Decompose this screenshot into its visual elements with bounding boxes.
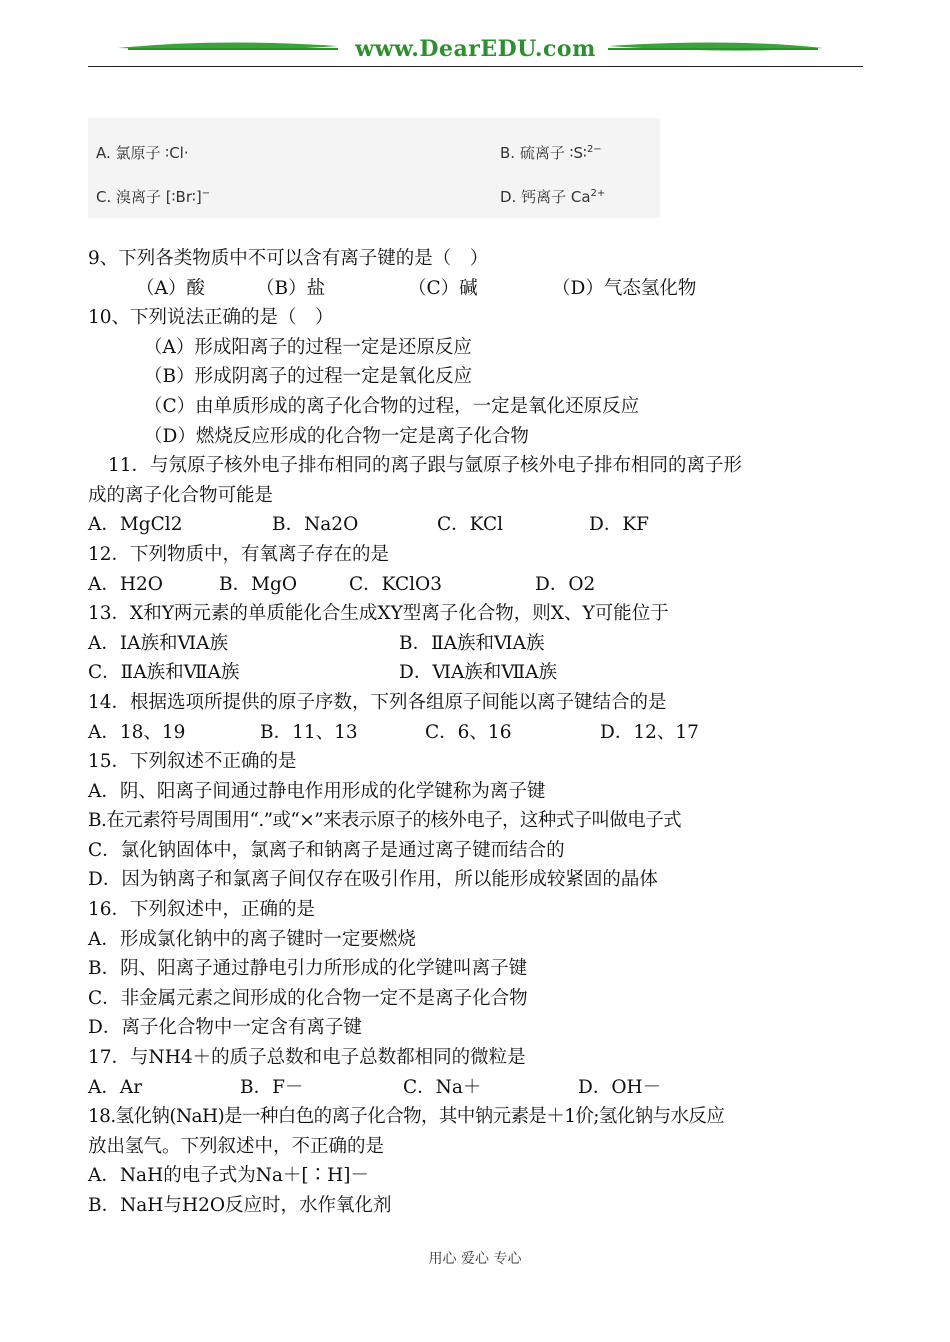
- q14-stem: 14．根据选项所提供的原子序数，下列各组原子间能以离子键结合的是: [88, 691, 667, 713]
- q13-options-row2: [88, 658, 868, 688]
- q12-option-a: A．H2O: [88, 573, 163, 595]
- q17-option-a: A．Ar: [88, 1076, 143, 1098]
- footer-slogan: 用心 爱心 专心: [428, 1251, 522, 1267]
- q11-option-b: B．Na2O: [272, 514, 359, 536]
- q9-stem: 9、下列各类物质中不可以含有离子键的是（ ）: [88, 248, 489, 269]
- q11-stem-line2: 成的离子化合物可能是: [88, 484, 274, 506]
- q11-options: [88, 510, 868, 540]
- q12-option-b: B．MgO: [219, 573, 298, 595]
- header-logo: [88, 30, 863, 70]
- header-divider: [88, 66, 863, 67]
- q13-stem: 13．X和Y两元素的单质能化合生成XY型离子化合物，则X、Y可能位于: [88, 603, 669, 625]
- q17-option-d: D．OH－: [578, 1076, 662, 1098]
- q9-option-d: （D）气态氢化物: [552, 277, 697, 299]
- q13-option-a: A．ⅠA族和ⅥA族: [88, 632, 228, 654]
- q12-options: [88, 570, 868, 600]
- q17-options: [88, 1073, 868, 1103]
- q17-option-c: C．Na＋: [403, 1076, 482, 1098]
- q15-stem: 15．下列叙述不正确的是: [88, 751, 297, 773]
- q10-stem: 10、下列说法正确的是（ ）: [88, 307, 334, 329]
- q12-option-c: C．KClO3: [349, 573, 442, 595]
- figure-option-d: D. 钙离子 $Ca^{2+}$: [500, 188, 606, 206]
- q9-option-b: （B）盐: [256, 277, 326, 299]
- figure-option-a: A. 氯原子 ∶Cl·: [96, 144, 189, 162]
- q18-option-a: A．NaH的电子式为Na＋[∶H]－: [88, 1165, 369, 1187]
- q12-stem: 12．下列物质中，有氧离子存在的是: [88, 543, 390, 565]
- q18-stem-line2: 放出氢气。下列叙述中，不正确的是: [88, 1135, 385, 1157]
- q14-option-d: D．12、17: [600, 721, 699, 743]
- q11-option-a: A．MgCl2: [88, 514, 183, 536]
- q15-option-a: A．阴、阳离子间通过静电作用形成的化学键称为离子键: [88, 780, 546, 802]
- q16-option-b: B．阴、阳离子通过静电引力所形成的化学键叫离子键: [88, 958, 528, 980]
- q16-option-a: A．形成氯化钠中的离子键时一定要燃烧: [88, 928, 416, 950]
- q10-option-d: （D）燃烧反应形成的化合物一定是离子化合物: [144, 425, 529, 447]
- q10-option-c: （C）由单质形成的离子化合物的过程，一定是氧化还原反应: [144, 395, 640, 417]
- q14-option-c: C．6、16: [425, 721, 512, 743]
- q13-options-row1: [88, 629, 868, 659]
- q15-option-c: C．氯化钠固体中，氯离子和钠离子是通过离子键而结合的: [88, 839, 565, 861]
- q11-stem-line1: 11．与氖原子核外电子排布相同的离子跟与氩原子核外电子排布相同的离子形: [108, 455, 743, 477]
- q14-option-a: A．18、19: [88, 721, 186, 743]
- q11-option-c: C．KCl: [437, 514, 504, 536]
- q11-option-d: D．KF: [589, 514, 649, 536]
- q15-option-d: D．因为钠离子和氯离子间仅存在吸引作用，所以能形成较紧固的晶体: [88, 869, 658, 891]
- q16-option-c: C．非金属元素之间形成的化合物一定不是离子化合物: [88, 987, 528, 1009]
- q10-option-a: （A）形成阳离子的过程一定是还原反应: [144, 336, 472, 358]
- figure-option-c: C. 溴离子 [∶Br∶]−: [96, 188, 211, 206]
- q16-option-d: D．离子化合物中一定含有离子键: [88, 1017, 362, 1039]
- q18-option-b: B．NaH与H2O反应时，水作氧化剂: [88, 1195, 392, 1216]
- q13-option-c: C．ⅡA族和ⅦA族: [88, 662, 240, 684]
- q10-option-b: （B）形成阴离子的过程一定是氧化反应: [144, 366, 473, 388]
- logo-text: www.DearEDU.com: [355, 36, 596, 62]
- q13-option-b: B．ⅡA族和ⅥA族: [399, 632, 545, 654]
- q17-option-b: B．F－: [240, 1076, 304, 1098]
- electron-formula-figure: [88, 118, 660, 218]
- q15-option-b: B.在元素符号周围用“.”或“×”来表示原子的核外电子，这种式子叫做电子式: [88, 810, 681, 832]
- q17-stem: 17．与NH4＋的质子总数和电子总数都相同的微粒是: [88, 1047, 526, 1069]
- question-content: [88, 244, 868, 1221]
- q12-option-d: D．O2: [535, 573, 596, 595]
- q14-options: [88, 718, 868, 748]
- figure-option-b: B. 硫离子 ∶S∶$^{2-}$: [500, 144, 602, 162]
- q9-option-a: （A）酸: [136, 277, 205, 299]
- q14-option-b: B．11、13: [260, 721, 358, 743]
- q13-option-d: D．ⅥA族和ⅦA族: [399, 662, 558, 684]
- q16-stem: 16．下列叙述中，正确的是: [88, 899, 316, 921]
- q18-stem-line1: 18.氢化钠(NaH)是一种白色的离子化合物，其中钠元素是＋1价;氢化钠与水反应: [88, 1106, 725, 1128]
- q9-options: [88, 274, 868, 304]
- q9-option-c: （C）碱: [408, 277, 478, 299]
